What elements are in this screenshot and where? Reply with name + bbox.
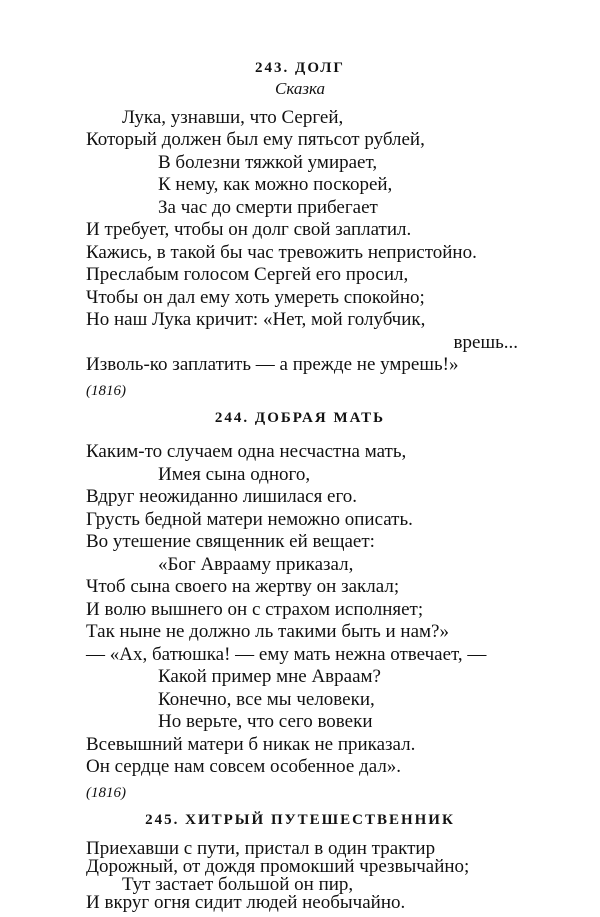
poem-line: За час до смерти прибегает	[158, 197, 378, 218]
poem-line: Изволь-ко заплатить — а прежде не умрешь!»	[86, 354, 459, 375]
poem-line: Так ныне не должно ль такими быть и нам?»	[86, 621, 449, 642]
poem-line: Чтоб сына своего на жертву он заклал;	[86, 576, 400, 597]
poem-line: Каким-то случаем одна несчастна мать,	[86, 441, 407, 462]
poem-line: Кажись, в такой бы час тревожить непристойно.	[86, 242, 477, 263]
poem-line: Грусть бедной матери неможно описать.	[86, 509, 413, 530]
poem-245-title: 245. ХИТРЫЙ ПУТЕШЕСТВЕННИК	[145, 812, 455, 828]
poem-line: К нему, как можно поскорей,	[158, 174, 393, 195]
poem-line: Всевышний матери б никак не приказал.	[86, 734, 416, 755]
poem-line: Он сердце нам совсем особенное дал».	[86, 756, 402, 777]
poem-line: Дорожный, от дождя промокший чрезвычайно;	[86, 856, 470, 877]
poem-line: Но верьте, что сего вовеки	[158, 711, 373, 732]
poem-244-date: (1816)	[86, 785, 126, 801]
poem-244-title: 244. ДОБРАЯ МАТЬ	[214, 410, 386, 426]
poem-243-subtitle: Сказка	[274, 79, 326, 98]
poem-243-title: 243. ДОЛГ	[255, 60, 345, 76]
poem-line: Но наш Лука кричит: «Нет, мой голубчик,	[86, 309, 426, 330]
poem-line: Лука, узнавши, что Сергей,	[122, 107, 344, 128]
poem-line: В болезни тяжкой умирает,	[158, 152, 378, 173]
poem-line: врешь...	[453, 332, 518, 353]
poem-line: «Бог Аврааму приказал,	[158, 554, 354, 575]
poem-line: Который должен был ему пятьсот рублей,	[86, 129, 425, 150]
poem-line: И требует, чтобы он долг свой заплатил.	[86, 219, 412, 240]
poem-line: Тут застает большой он пир,	[122, 874, 354, 895]
poem-line: Приехавши с пути, пристал в один трактир	[86, 838, 436, 859]
poem-243-date: (1816)	[86, 383, 126, 399]
poem-line: Вдруг неожиданно лишилася его.	[86, 486, 358, 507]
poem-line: И вкруг огня сидит людей необычайно.	[86, 892, 406, 913]
poem-line: Чтобы он дал ему хоть умереть спокойно;	[86, 287, 425, 308]
poem-line: Какой пример мне Авраам?	[158, 666, 381, 687]
poem-line: — «Ах, батюшка! — ему мать нежна отвечает, —	[86, 644, 487, 665]
poem-line: Преслабым голосом Сергей его просил,	[86, 264, 409, 285]
poem-line: Имея сына одного,	[158, 464, 311, 485]
poem-line: Во утешение священник ей вещает:	[86, 531, 375, 552]
poem-line: Конечно, все мы человеки,	[158, 689, 375, 710]
poem-line: И волю вышнего он с страхом исполняет;	[86, 599, 424, 620]
